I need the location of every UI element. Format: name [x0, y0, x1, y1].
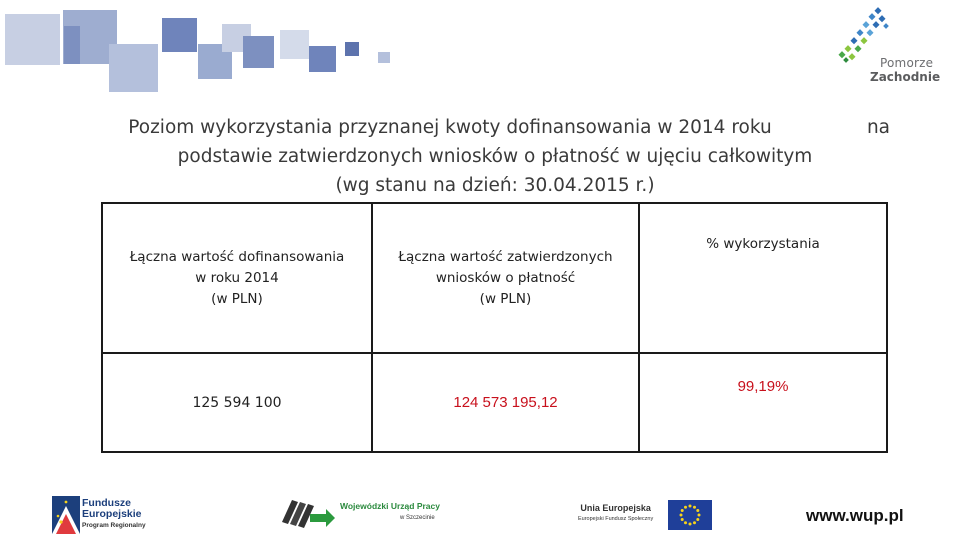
pomorze-zachodnie-emblem: [836, 4, 954, 64]
wup-logo: [280, 496, 336, 530]
table-header-row: [102, 203, 887, 353]
fundusze-europejskie-text: [82, 498, 146, 531]
title-line-2: podstawie zatwierdzonych wniosków o płatność w ujęciu całkowitym: [177, 146, 813, 167]
data-table: [101, 202, 888, 453]
value-funding: 125 594 100: [192, 394, 282, 411]
wup-name: Wojewódzki Urząd Pracy: [340, 501, 440, 511]
ue-subtitle: Europejski Fundusz Społeczny: [578, 516, 654, 522]
header-text: Łączna wartość dofinansowania: [129, 248, 345, 265]
value-applications: 124 573 195,12: [372, 353, 639, 452]
fundusze-europejskie-emblem: [52, 496, 80, 534]
title-line-1: Poziom wykorzystania przyznanej kwoty dofinansowania w 2014 roku: [128, 117, 772, 138]
fundusze-europejskie-logo: [52, 496, 80, 534]
fe-line-2: Europejskie: [82, 508, 142, 520]
header-cell-usage: [639, 203, 887, 353]
header-cell-funding: [102, 203, 372, 353]
wup-emblem: [280, 496, 336, 530]
wup-city: w Szczecinie: [400, 515, 435, 521]
ue-title: Unia Europejska: [580, 503, 651, 513]
eu-stars: [668, 500, 712, 530]
fe-line-3: Program Regionalny: [82, 522, 146, 529]
page-title: [100, 113, 890, 200]
title-line-3: (wg stanu na dzień: 30.04.2015 r.): [335, 175, 655, 196]
table-row: [102, 353, 887, 452]
header-text: Łączna wartość zatwierdzonych: [398, 248, 613, 265]
value-usage-percent: 99,19%: [639, 353, 887, 452]
header-text: w roku 2014: [195, 269, 279, 286]
brand-line-2: Zachodnie: [870, 70, 941, 84]
title-line-1-end: na: [866, 117, 890, 138]
header-text: (w PLN): [479, 290, 532, 307]
pomorze-zachodnie-logo: [836, 4, 954, 90]
header-text: (w PLN): [211, 290, 263, 307]
unia-europejska-text: [578, 502, 653, 523]
eu-flag-icon: [668, 500, 712, 530]
website-link[interactable]: www.wup.pl: [806, 506, 904, 525]
header-text: wniosków o płatność: [435, 269, 576, 286]
header-cell-applications: [372, 203, 639, 353]
fe-line-1: Fundusze: [82, 497, 131, 509]
header-text: % wykorzystania: [706, 236, 820, 252]
brand-line-1: Pomorze: [880, 56, 934, 70]
